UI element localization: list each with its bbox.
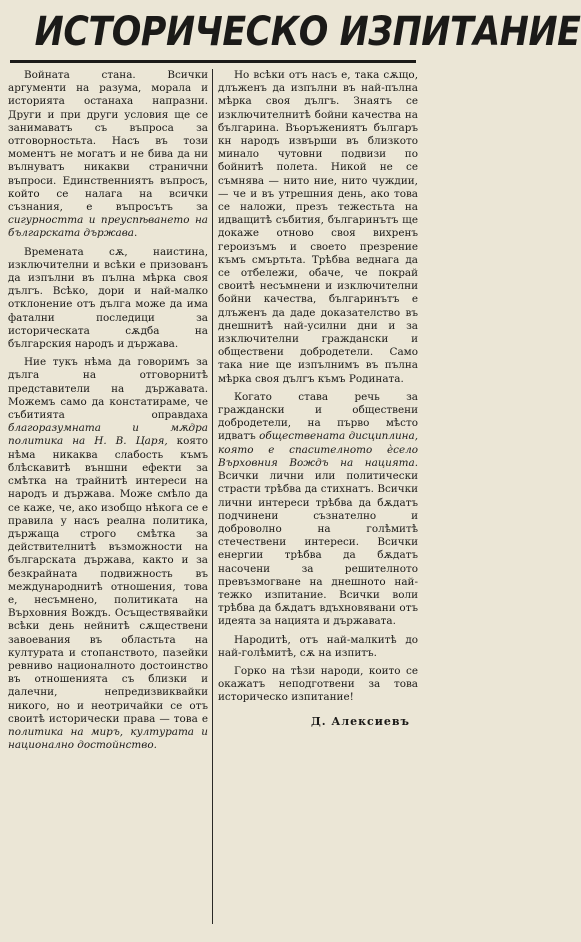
emphasis-text: политика на миръ, културата и национално достойнство. [8,725,208,752]
emphasis-text: благоразумната и мѫдра политика на Н. В. Царя, [8,422,208,448]
headline: ИСТОРИЧЕСКО ИЗПИТАНИЕ [34,9,581,55]
article-body [8,69,418,939]
text-run: Ние тукъ нѣма да говоримъ за дълга на отговорнитѣ представители на държавата. Можемъ само да констатираме, че събитията оправдаха [8,356,208,422]
right-column [218,69,418,939]
left-column [8,69,208,939]
right-paragraph-2 [218,391,418,629]
text-run: която нѣма никаква слабость къмъ блѣскавитѣ външни ефекти за смѣтка на трайнитѣ интереси на народъ и държава. Може смѣло да се каже, че, ако изобщо нѣкога се е правила у насъ реална политика, държаща строго смѣтка за действителнитѣ възможности на българската държава, както и за безкрайната подвижность въ международнитѣ отношения, това е, несъмнено, политиката на Върховния Вождъ. Осъществявайки всѣки день нейнитѣ сѫществени завоевания въ областьта на културата и стопанството, пазейки ревниво националното достоинство въ отношенията съ близки и далечни, непредизвиквайки никого, но и неотричайки се отъ своитѣ исторически права — това е [8,435,208,725]
emphasis-text: сигурността и преуспѣването на българската държава. [8,214,208,240]
text-run: Войната стана. Всички аргументи на разума, морала и историята останаха напразни. Други и при други условия ще се занимаватъ съ въпроса за отговорностьта. Насъ въ този моментъ не могатъ и не бива да ни вълнуватъ никакви странични въпроси. Единственниятъ въпросъ, който се налага на всички съзнания, е въпросътъ за [8,69,208,214]
left-paragraph-2: Времената сѫ, наистина, изключителни и всѣки е призованъ да изпълни въ пълна мѣрка своя дългъ. Всѣко, дори и най-малко отклонение отъ дълга може да има фатални последици за историческата сѫдба на българския народъ и държава. [8,245,208,351]
right-paragraph-3: Народитѣ, отъ най-малкитѣ до най-голѣмитѣ, сѫ на изпитъ. [218,633,418,659]
right-paragraph-4: Горко на тѣзи народи, които се окажатъ неподготвени за това историческо изпитание! [218,664,418,704]
right-paragraph-1: Но всѣки отъ насъ е, така сѫщо, длъженъ да изпълни въ най-пълна мѣрка своя дългъ. Знаятъ се изключителнитѣ бойни качества на българина. Въоръжениятъ българъ кн народъ извърши въ близкото минало чутовни подвизи по бойнитѣ полета. Никой не се съмнява — нито ние, нито чуждии, — че и въ утрешния день, ако това се наложи, презъ тежестьта на идващитѣ събития, българинътъ ще докаже отново своя вихренъ героизъмъ и своето презрение къмъ смъртьта. Трѣбва веднага да се отбележи, обаче, че покрай своитѣ несъмнени и изключителни бойни качества, българинътъ е длъженъ да даде доказателство въ днешнитѣ най-усилни дни и за изключителни граждански и обществени добродетели. Само така ние ще изпълнимъ въ пълна мѣрка своя дългъ къмъ Родината. [218,69,418,385]
left-paragraph-3 [8,356,208,752]
headline-rule [10,60,416,63]
left-paragraph-1 [8,69,208,241]
text-run: Всички лични или политически страсти трѣбва да стихнатъ. Всички лични интереси трѣбва да бѫдатъ подчинени съзнателно и доброволно на голѣмитѣ стечествени интереси. Всички енергии трѣбва да бѫдатъ насочени за решителното превъзмогване на днешното най-тежко изпитание. Всички воли трѣбва да бѫдатъ вдъхновявани отъ идеята за нацията и държавата. [218,470,418,628]
text-run: Когато става речь за граждански и обществени добродетели, на първо мѣсто идватъ [218,390,418,443]
emphasis-text: обществената дисциплина, която е спасителното ѐсело Върховния Вождъ на нацията. [218,430,418,469]
author-signature: Д. Алексиевъ [310,714,410,728]
column-divider [212,69,213,924]
